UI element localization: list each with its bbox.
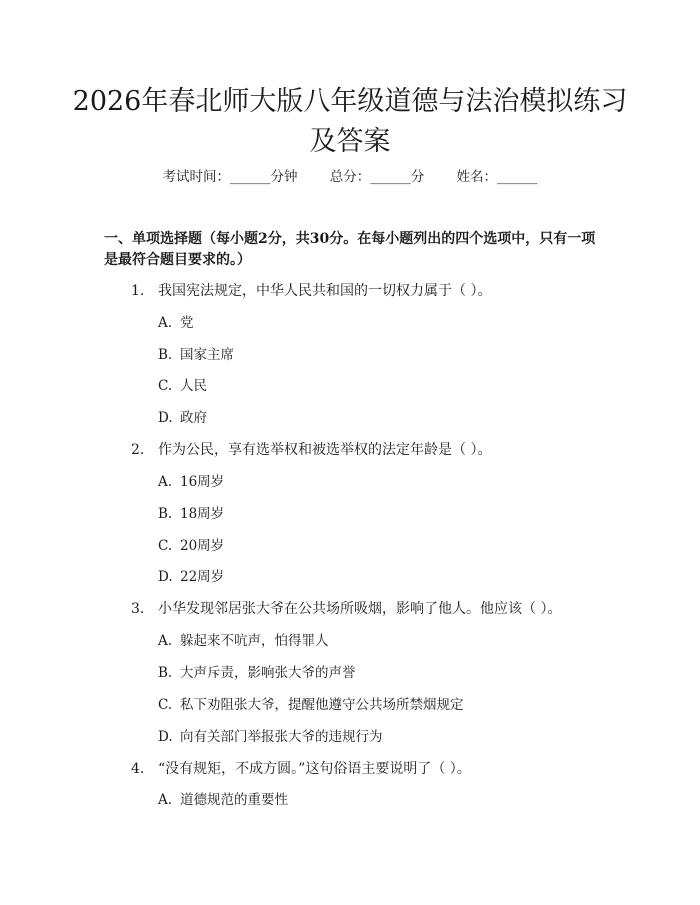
option [158, 536, 598, 556]
option [158, 504, 598, 524]
option-text: 16周岁 [180, 474, 225, 490]
option-text: 22周岁 [180, 569, 225, 585]
option [158, 345, 598, 365]
option-letter: B. [158, 665, 173, 681]
option-text: 人民 [180, 378, 207, 394]
option-letter: C. [158, 697, 173, 713]
option-letter: D. [158, 729, 173, 745]
question-number: 2. [131, 442, 145, 458]
option [158, 313, 598, 333]
option-letter: C. [158, 538, 173, 554]
option [158, 376, 598, 396]
option-text: 道德规范的重要性 [180, 792, 288, 808]
option [158, 790, 598, 810]
question [131, 599, 611, 619]
option-letter: B. [158, 506, 173, 522]
question-text: 小华发现邻居张大爷在公共场所吸烟，影响了他人。他应该（ ）。 [158, 601, 562, 617]
exam-time: 考试时间：______分钟 [162, 169, 298, 185]
option-letter: D. [158, 569, 173, 585]
option-text: 党 [180, 315, 194, 331]
exam-score: 总分：______分 [329, 169, 425, 185]
option [158, 472, 598, 492]
option-letter: A. [158, 633, 173, 649]
question-number: 3. [131, 601, 145, 617]
option-text: 政府 [180, 410, 207, 426]
option-text: 躲起来不吭声，怕得罪人 [180, 633, 329, 649]
page-title: 2026年春北师大版八年级道德与法治模拟练习及答案 [72, 86, 628, 157]
question-number: 1. [131, 283, 145, 299]
question [131, 759, 611, 779]
question [131, 281, 611, 301]
option-text: 大声斥责，影响张大爷的声誉 [180, 665, 356, 681]
option [158, 695, 598, 715]
exam-name: 姓名：______ [456, 169, 538, 185]
option [158, 408, 598, 428]
option-text: 18周岁 [180, 506, 225, 522]
option [158, 663, 598, 683]
section-heading: 一、单项选择题（每小题2分，共30分。在每小题列出的四个选项中，只有一项是最符合题目要求的。） [104, 231, 596, 268]
option-letter: A. [158, 474, 173, 490]
question [131, 440, 611, 460]
option-text: 20周岁 [180, 538, 225, 554]
question-text: 作为公民，享有选举权和被选举权的法定年龄是（ ）。 [158, 442, 492, 458]
option-text: 向有关部门举报张大爷的违规行为 [180, 729, 383, 745]
exam-meta [0, 167, 700, 187]
option [158, 631, 598, 651]
option-letter: D. [158, 410, 173, 426]
option-text: 国家主席 [180, 347, 234, 363]
question-text: 我国宪法规定，中华人民共和国的一切权力属于（ ）。 [158, 283, 492, 299]
question-text: “没有规矩，不成方圆。”这句俗语主要说明了（ ）。 [158, 761, 471, 777]
question-number: 4. [131, 761, 145, 777]
option [158, 727, 598, 747]
option [158, 567, 598, 587]
option-letter: B. [158, 347, 173, 363]
option-text: 私下劝阻张大爷，提醒他遵守公共场所禁烟规定 [180, 697, 464, 713]
option-letter: A. [158, 315, 173, 331]
option-letter: A. [158, 792, 173, 808]
option-letter: C. [158, 378, 173, 394]
